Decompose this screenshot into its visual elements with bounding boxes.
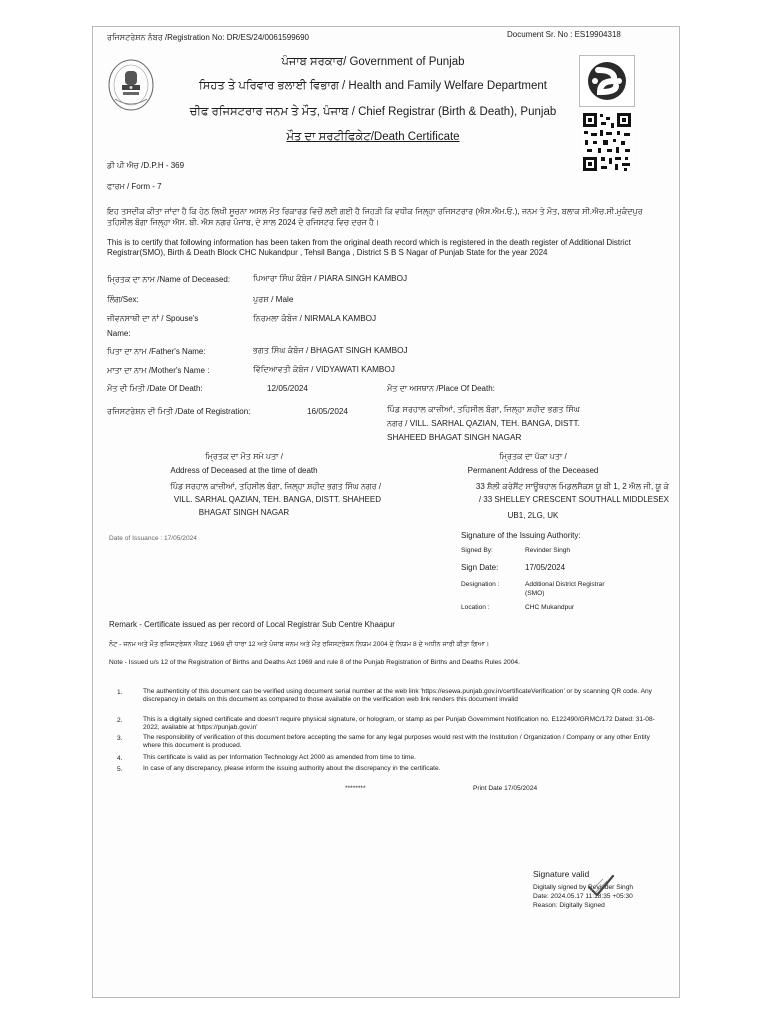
state-emblem-icon (107, 59, 155, 113)
intro-english: This is to certify that following information has been taken from the original death record which is registered in the death register of Additional District Registrar(SMO), Birth & Death Block CHC Nukandpur , Tehsil Banga , District S B S Nagar of Punjab State for the year 2024 (107, 238, 631, 257)
document-serial-number: Document Sr. No : ES19904318 (507, 30, 621, 39)
print-date: Print Date 17/05/2024 (473, 785, 538, 792)
address-at-death-value-2: VILL. SARHAL QAZIAN, TEH. BANGA, DISTT. SHAHEED (173, 495, 381, 504)
location-value: CHC Mukandpur (525, 604, 575, 611)
issuing-authority-heading: Signature of the Issuing Authority: (461, 531, 581, 540)
signed-by-label: Signed By: (461, 547, 493, 554)
permanent-address-heading-pa: ਮ੍ਰਿਤਕ ਦਾ ਪੱਕਾ ਪਤਾ / (499, 452, 567, 461)
sex-label: ਲਿੰਗ/Sex: (107, 295, 139, 304)
separator-stars: ******** (345, 785, 366, 792)
signed-by-value: Revinder Singh (525, 547, 571, 554)
legal-note-punjabi: ਨੋਟ - ਜਨਮ ਅਤੇ ਮੌਤ ਰਜਿਸਟਰੇਸ਼ਨ ਐਕਟ 1969 ਦੀ ਧਾਰਾ 12 ਅਤੇ ਪੰਜਾਬ ਜਨਮ ਅਤੇ ਮੌਤ ਰਜਿਸਟਰੇਸ਼ਨ ਨਿਯਮ 2004 ਦੇ ਨਿਯਮ 8 ਦੇ ਅਧੀਨ ਜਾਰੀ ਕੀਤਾ ਗਿਆ। (109, 641, 490, 648)
header-government: ਪੰਜਾਬ ਸਰਕਾਰ/ Government of Punjab (281, 56, 465, 68)
location-label: Location : (461, 604, 490, 611)
designation-label: Designation : (461, 581, 500, 588)
date-of-death-label: ਮੌਤ ਦੀ ਮਿਤੀ /Date Of Death: (107, 384, 203, 393)
date-of-death-value: 12/05/2024 (267, 384, 308, 393)
place-of-death-label: ਮੌਤ ਦਾ ਅਸਥਾਨ /Place Of Death: (387, 384, 495, 393)
mother-value: ਵਿੱਦਿਆਵਤੀ ਕੰਬੋਜ / VIDYAWATI KAMBOJ (253, 365, 395, 374)
certificate-sheet: ਰਜਿਸਟਰੇਸ਼ਨ ਨੰਬਰ /Registration No: DR/ES/24/0061599690 Document Sr. No : ES19904318 ਪੰਜਾਬ ਸਰਕਾਰ/ Government of Punjab ਸਿਹਤ ਤੇ ਪਰਿਵਾਰ ਭਲਾਈ ਵਿਭਾਗ / Health and Family Welfare Department ਚੀਫ ਰਜਿਸਟਰਾਰ ਜਨਮ ਤੇ ਮੌਤ, ਪੰਜਾਬ / Chief Registrar (Birth & Death), Punjab ਮੌਤ ਦਾ ਸਰਟੀਫਿਕੇਟ/Death Certificate ਡੀ ਪੀ ਐਚ /D.P.H - 369 ਫਾਰਮ / Form - 7 ਇਹ ਤਸਦੀਕ ਕੀਤਾ ਜਾਂਦਾ ਹੈ ਕਿ ਹੇਠ ਲਿਖੀ ਸੂਚਨਾ ਅਸਲ ਮੌਤ ਰਿਕਾਰਡ ਵਿਚੋਂ ਲਈ ਗਈ ਹੈ ਜਿਹੜੀ ਕਿ ਵਧੀਕ ਜਿਲ੍ਹਾ ਰਜਿਸਟਰਾਰ (ਐਸ.ਐਮ.ਓ.), ਜਨਮ ਤੇ ਮੌਤ, ਬਲਾਕ ਸੀ.ਐਚ.ਸੀ.ਮੁਕੰਦਪੁਰ ਤਹਿਸੀਲ ਬੰਗਾ ਜਿਲ੍ਹਾ ਐਸ. ਬੀ. ਐਸ ਨਗਰ ਪੰਜਾਬ, ਦੇ ਸਾਲ 2024 ਦੇ ਰਜਿਸਟਰ ਵਿਚ ਦਰਜ ਹੈ। This is to certify that following information has been taken from the original death record which is registered in the death register of Additional District Registrar(SMO), Birth & Death Block CHC Nukandpur , Tehsil Banga , District S B S Nagar of Punjab State for the year 2024 ਮ੍ਰਿਤਕ ਦਾ ਨਾਮ /Name of Deceased: ਪਿਆਰਾ ਸਿੰਘ ਕੰਬੋਜ / PIARA SINGH KAMBOJ ਲਿੰਗ/Sex: ਪੁਰਸ਼ / Male ਜੀਵਨਸਾਥੀ ਦਾ ਨਾਂ / Spouse's Name: ਨਿਰਮਲਾ ਕੰਬੋਜ / NIRMALA KAMBOJ ਪਿਤਾ ਦਾ ਨਾਮ /Father's Name: ਭਗਤ ਸਿੰਘ ਕੰਬੋਜ / BHAGAT SINGH KAMBOJ ਮਾਤਾ ਦਾ ਨਾਮ /Mother's Name : ਵਿੱਦਿਆਵਤੀ ਕੰਬੋਜ / VIDYAWATI KAMBOJ ਮੌਤ ਦੀ ਮਿਤੀ /Date Of Death: 12/05/2024 ਮੌਤ ਦਾ ਅਸਥਾਨ /Place Of Death: ਪਿੰਡ ਸਰਹਾਲ ਕਾਜ਼ੀਆਂ, ਤਹਿਸੀਲ ਬੰਗਾ, ਜਿਲ੍ਹਾ ਸ਼ਹੀਦ ਭਗਤ ਸਿੰਘ ਨਗਰ / VILL. SARHAL QAZIAN, TEH. BANGA, DISTT. SHAHEED BHAGAT SINGH NAGAR ਰਜਿਸਟਰੇਸ਼ਨ ਦੀ ਮਿਤੀ /Date of Registration: 16/05/2024 ਮ੍ਰਿਤਕ ਦਾ ਮੌਤ ਸਮੇ ਪਤਾ / Address of Deceased at the time of death ਪਿੰਡ ਸਰਹਾਲ ਕਾਜ਼ੀਆਂ, ਤਹਿਸੀਲ ਬੰਗਾ, ਜਿਲ੍ਹਾ ਸ਼ਹੀਦ ਭਗਤ ਸਿੰਘ ਨਗਰ / VILL. SARHAL QAZIAN, TEH. BANGA, DISTT. SHAHEED BHAGAT SINGH NAGAR ਮ੍ਰਿਤਕ ਦਾ ਪੱਕਾ ਪਤਾ / Permanent Address of the Deceased 33 ਸ਼ੈਲੀ ਕਰੇਸੈਂਟ ਸਾਊਥਹਾਲ ਮਿਡਲਸੈਕਸ ਯੂ ਬੀ 1, 2 ਐਲ ਜੀ, ਯੂ ਕੇ / 33 SHELLEY CRESCENT SOUTHALL MIDDLESEX UB1, 2LG, UK Date of Issuance : 17/05/2024 Signature of the Issuing Authority: Signed By: Revinder Singh Sign Date: 17/05/2024 Designation : Additional District Registrar (SMO) Location : CHC Mukandpur Remark - Certificate issued as per record of Local Registrar Sub Centre Khaapur ਨੋਟ - ਜਨਮ ਅਤੇ ਮੌਤ ਰਜਿਸਟਰੇਸ਼ਨ ਐਕਟ 1969 ਦੀ ਧਾਰਾ 12 ਅਤੇ ਪੰਜਾਬ ਜਨਮ ਅਤੇ ਮੌਤ ਰਜਿਸਟਰੇਸ਼ਨ ਨਿਯਮ 2004 ਦੇ ਨਿਯਮ 8 ਦੇ ਅਧੀਨ ਜਾਰੀ ਕੀਤਾ ਗਿਆ। Note - Issued u/s 12 of the Registration of Births and Deaths Act 1969 and rule 8 of the Punjab Registration of Births and Deaths Rules 2004. 1. The authenticity of this document can be verified using document serial number at the web link 'https://esewa.punjab.gov.in/certificateVerification' or by scanning QR code. Any discrepancy in details on this document as compared to those available on the verification web link renders this document invalid 2. This is a digitally signed certificate and doesn't require physical signature, or hologram, or stamp as per Punjab Government Notification no. E122490/GRMC/172 Dated: 31-08-2022, available at 'https://punjab.gov.in' 3. The responsibility of verification of this document before accepting the same for any legal purposes would rest with the Institution / Organization / Company or any other Entity where this document is produced. 4. This certificate is valid as per Information Technology Act 2000 as amended from time to time. 5. In case of any discrepancy, please inform the issuing authority about the discrepancy in the certificate. ******** Print Date 17/05/2024 Signature valid Digitally signed by Revinder Singh Date: 2024.05.17 11:18:35 +05:30 Reason: Digitally Signed (92, 26, 680, 998)
date-of-registration-label: ਰਜਿਸਟਰੇਸ਼ਨ ਦੀ ਮਿਤੀ /Date of Registration: (107, 407, 251, 416)
father-value: ਭਗਤ ਸਿੰਘ ਕੰਬੋਜ / BHAGAT SINGH KAMBOJ (253, 346, 408, 355)
digital-signature-line-1: Digitally signed by Revinder Singh (533, 884, 634, 891)
spouse-label-cont: Name: (107, 329, 131, 338)
spouse-value: ਨਿਰਮਲਾ ਕੰਬੋਜ / NIRMALA KAMBOJ (253, 314, 377, 323)
address-at-death-value-1: ਪਿੰਡ ਸਰਹਾਲ ਕਾਜ਼ੀਆਂ, ਤਹਿਸੀਲ ਬੰਗਾ, ਜਿਲ੍ਹਾ ਸ਼ਹੀਦ ਭਗਤ ਸਿੰਘ ਨਗਰ / (170, 482, 381, 491)
dph-number: ਡੀ ਪੀ ਐਚ /D.P.H - 369 (107, 161, 185, 170)
mother-label: ਮਾਤਾ ਦਾ ਨਾਮ /Mother's Name : (107, 366, 210, 375)
permanent-address-value-2: / 33 SHELLEY CRESCENT SOUTHALL MIDDLESEX (478, 495, 669, 504)
permanent-address-value-3: UB1, 2LG, UK (507, 511, 559, 520)
sex-value: ਪੁਰਸ਼ / Male (253, 295, 294, 304)
remark: Remark - Certificate issued as per record of Local Registrar Sub Centre Khaapur (109, 620, 395, 629)
registration-number: ਰਜਿਸਟਰੇਸ਼ਨ ਨੰਬਰ /Registration No: DR/ES/24/0061599690 (107, 33, 309, 42)
digital-signature-line-3: Reason: Digitally Signed (533, 902, 605, 909)
date-of-issuance: Date of Issuance : 17/05/2024 (109, 535, 197, 542)
name-label: ਮ੍ਰਿਤਕ ਦਾ ਨਾਮ /Name of Deceased: (107, 275, 231, 284)
address-at-death-heading-en: Address of Deceased at the time of death (170, 466, 318, 475)
designation-value: Additional District Registrar (525, 581, 605, 588)
address-at-death-heading-pa: ਮ੍ਰਿਤਕ ਦਾ ਮੌਤ ਸਮੇ ਪਤਾ / (205, 452, 283, 461)
father-label: ਪਿਤਾ ਦਾ ਨਾਮ /Father's Name: (107, 347, 206, 356)
date-of-registration-value: 16/05/2024 (307, 407, 348, 416)
place-of-death-value-1: ਪਿੰਡ ਸਰਹਾਲ ਕਾਜ਼ੀਆਂ, ਤਹਿਸੀਲ ਬੰਗਾ, ਜਿਲ੍ਹਾ ਸ਼ਹੀਦ ਭਗਤ ਸਿੰਘ (387, 405, 580, 414)
place-of-death-value-2: ਨਗਰ / VILL. SARHAL QAZIAN, TEH. BANGA, DISTT. (387, 419, 580, 428)
permanent-address-value-1: 33 ਸ਼ੈਲੀ ਕਰੇਸੈਂਟ ਸਾਊਥਹਾਲ ਮਿਡਲਸੈਕਸ ਯੂ ਬੀ 1, 2 ਐਲ ਜੀ, ਯੂ ਕੇ (475, 482, 669, 491)
signature-valid-label: Signature valid (533, 869, 590, 879)
digital-signature-block (533, 869, 673, 910)
qr-code-icon[interactable] (581, 111, 633, 173)
legal-note-english: Note - Issued u/s 12 of the Registration of Births and Deaths Act 1969 and rule 8 of the Punjab Registration of Births and Deaths Rules 2004. (109, 659, 520, 666)
address-at-death-value-3: BHAGAT SINGH NAGAR (198, 508, 290, 517)
designation-value-cont: (SMO) (525, 590, 545, 597)
name-value: ਪਿਆਰਾ ਸਿੰਘ ਕੰਬੋਜ / PIARA SINGH KAMBOJ (253, 274, 408, 283)
place-of-death-value-3: SHAHEED BHAGAT SINGH NAGAR (387, 433, 522, 442)
esewa-logo-icon (579, 55, 635, 107)
digital-signature-line-2: Date: 2024.05.17 11:18:35 +05:30 (533, 893, 633, 900)
sign-date-value: 17/05/2024 (525, 563, 566, 572)
sign-date-label: Sign Date: (461, 563, 499, 572)
header-chief-registrar: ਚੀਫ ਰਜਿਸਟਰਾਰ ਜਨਮ ਤੇ ਮੌਤ, ਪੰਜਾਬ / Chief Registrar (Birth & Death), Punjab (189, 106, 557, 118)
header-department: ਸਿਹਤ ਤੇ ਪਰਿਵਾਰ ਭਲਾਈ ਵਿਭਾਗ / Health and Family Welfare Department (199, 80, 547, 92)
form-number: ਫਾਰਮ / Form - 7 (107, 182, 162, 191)
permanent-address-heading-en: Permanent Address of the Deceased (467, 466, 599, 475)
intro-punjabi: ਇਹ ਤਸਦੀਕ ਕੀਤਾ ਜਾਂਦਾ ਹੈ ਕਿ ਹੇਠ ਲਿਖੀ ਸੂਚਨਾ ਅਸਲ ਮੌਤ ਰਿਕਾਰਡ ਵਿਚੋਂ ਲਈ ਗਈ ਹੈ ਜਿਹੜੀ ਕਿ ਵਧੀਕ ਜਿਲ੍ਹਾ ਰਜਿਸਟਰਾਰ (ਐਸ.ਐਮ.ਓ.), ਜਨਮ ਤੇ ਮੌਤ, ਬਲਾਕ ਸੀ.ਐਚ.ਸੀ.ਮੁਕੰਦਪੁਰ ਤਹਿਸੀਲ ਬੰਗਾ ਜਿਲ੍ਹਾ ਐਸ. ਬੀ. ਐਸ ਨਗਰ ਪੰਜਾਬ, ਦੇ ਸਾਲ 2024 ਦੇ ਰਜਿਸਟਰ ਵਿਚ ਦਰਜ ਹੈ। (107, 207, 643, 227)
checkmark-icon (587, 873, 615, 899)
spouse-label: ਜੀਵਨਸਾਥੀ ਦਾ ਨਾਂ / Spouse's (107, 314, 199, 323)
certificate-title: ਮੌਤ ਦਾ ਸਰਟੀਫਿਕੇਟ/Death Certificate (286, 131, 460, 143)
